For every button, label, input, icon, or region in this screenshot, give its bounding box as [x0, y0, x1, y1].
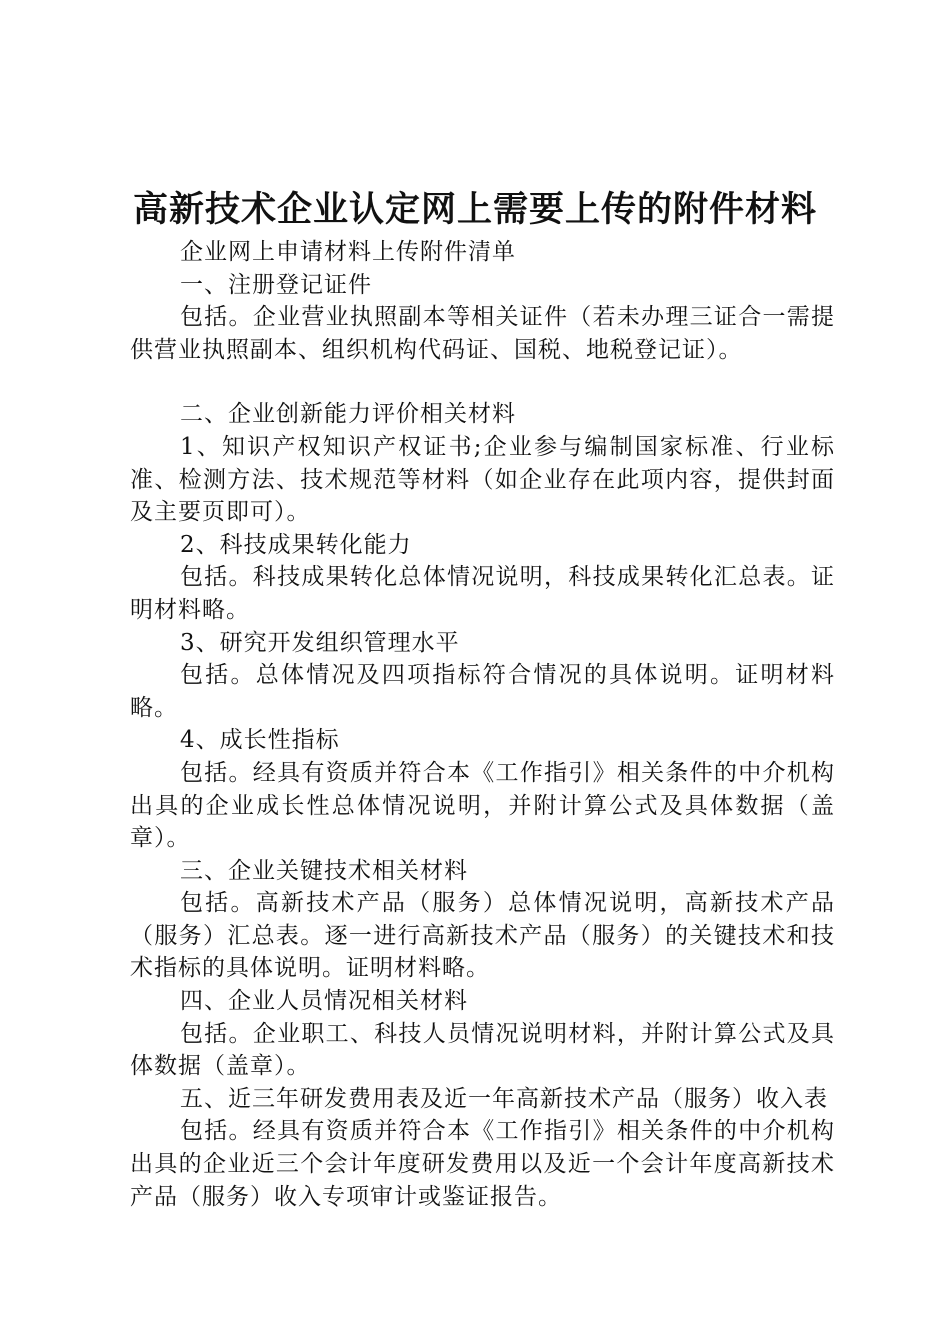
subsection-heading: 2、科技成果转化能力 [180, 531, 412, 558]
section-heading-4: 四、企业人员情况相关材料 [180, 988, 468, 1015]
paragraph: 包括。企业职工、科技人员情况说明材料，并附计算公式及具体数据（盖章）。 [130, 1020, 835, 1080]
section-heading-3: 三、企业关键技术相关材料 [180, 857, 468, 884]
blank-line [130, 366, 835, 398]
paragraph: 1、知识产权知识产权证书;企业参与编制国家标准、行业标准、检测方法、技术规范等材料（如企业存在此项内容，提供封面及主要页即可）。 [130, 433, 835, 526]
document-title: 高新技术企业认定网上需要上传的附件材料 [132, 189, 817, 230]
paragraph: 包括。科技成果转化总体情况说明，科技成果转化汇总表。证明材料略。 [130, 564, 835, 623]
paragraph: 包括。经具有资质并符合本《工作指引》相关条件的中介机构出具的企业近三个会计年度研发费用以及近一个会计年度高新技术产品（服务）收入专项审计或鉴证报告。 [130, 1118, 835, 1210]
paragraph: 包括。企业营业执照副本等相关证件（若未办理三证合一需提供营业执照副本、组织机构代码证、国税、地税登记证）。 [130, 304, 835, 363]
paragraph: 包括。总体情况及四项指标符合情况的具体说明。证明材料略。 [130, 662, 835, 721]
document-body [130, 236, 835, 1213]
section-heading-1: 一、注册登记证件 [180, 271, 372, 298]
section-heading-5: 五、近三年研发费用表及近一年高新技术产品（服务）收入表 [180, 1085, 828, 1112]
subsection-heading: 3、研究开发组织管理水平 [180, 629, 460, 656]
subsection-heading: 4、成长性指标 [180, 727, 340, 754]
paragraph-list-heading: 企业网上申请材料上传附件清单 [180, 239, 516, 265]
paragraph: 包括。高新技术产品（服务）总体情况说明，高新技术产品（服务）汇总表。逐一进行高新技术产品（服务）的关键技术和技术指标的具体说明。证明材料略。 [130, 890, 835, 982]
paragraph: 包括。经具有资质并符合本《工作指引》相关条件的中介机构出具的企业成长性总体情况说明，并附计算公式及具体数据（盖章）。 [130, 759, 835, 852]
section-heading-2: 二、企业创新能力评价相关材料 [180, 401, 516, 428]
